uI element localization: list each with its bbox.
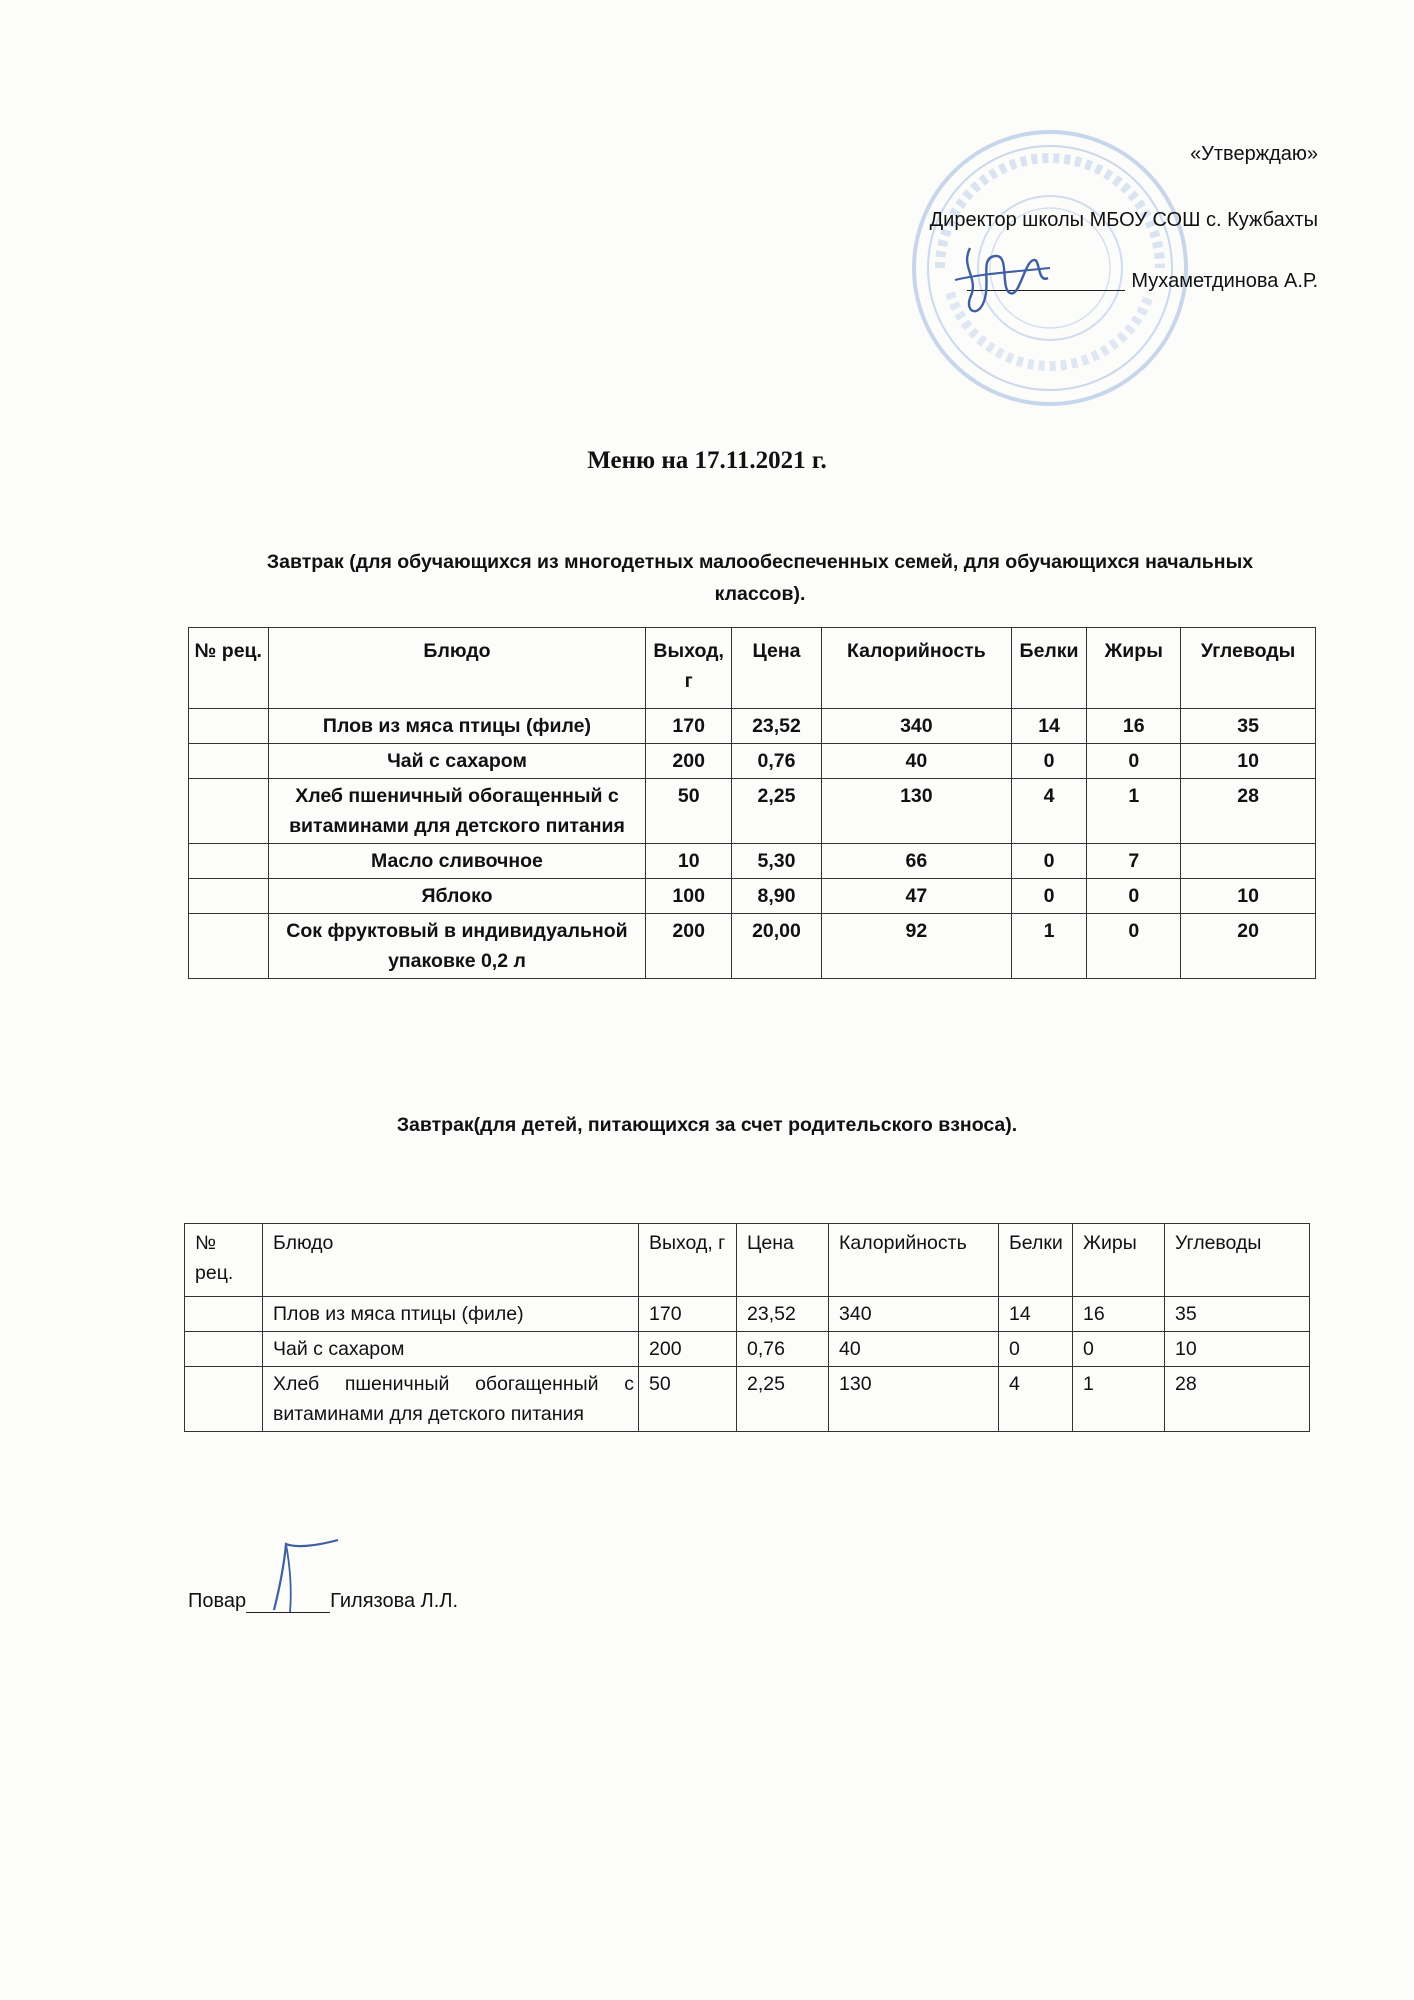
fats: 0 bbox=[1087, 879, 1181, 914]
table-row bbox=[185, 1367, 1310, 1432]
recipe-no bbox=[189, 879, 269, 914]
dish: Хлеб пшеничный обогащенный с витаминами для детского питания bbox=[268, 779, 646, 844]
header-cell: Выход, г bbox=[639, 1224, 737, 1297]
price: 23,52 bbox=[737, 1297, 829, 1332]
carbs: 28 bbox=[1181, 779, 1316, 844]
cook-signature-block bbox=[188, 1590, 458, 1613]
dish: Чай с сахаром bbox=[263, 1332, 639, 1367]
price: 2,25 bbox=[732, 779, 822, 844]
director-name: Мухаметдинова А.Р. bbox=[1131, 270, 1318, 292]
carbs: 10 bbox=[1165, 1332, 1310, 1367]
calories: 40 bbox=[829, 1332, 999, 1367]
calories: 130 bbox=[829, 1367, 999, 1432]
carbs: 20 bbox=[1181, 914, 1316, 979]
dish: Сок фруктовый в индивидуальной упаковке 0,2 л bbox=[268, 914, 646, 979]
section2-heading: Завтрак(для детей, питающихся за счет родительского взноса). bbox=[396, 1114, 1018, 1136]
yield: 200 bbox=[646, 744, 732, 779]
menu-table-section2 bbox=[184, 1223, 1310, 1432]
recipe-no bbox=[189, 914, 269, 979]
header-cell: Жиры bbox=[1073, 1224, 1165, 1297]
yield: 10 bbox=[646, 844, 732, 879]
header-cell: Белки bbox=[1011, 628, 1087, 709]
yield: 170 bbox=[639, 1297, 737, 1332]
table-row bbox=[185, 1332, 1310, 1367]
table-row bbox=[185, 1297, 1310, 1332]
header-cell: № рец. bbox=[185, 1224, 263, 1297]
table-header-row bbox=[185, 1224, 1310, 1297]
dish: Хлеб пшеничный обогащенный с витаминами для детского питания bbox=[263, 1367, 639, 1432]
calories: 130 bbox=[821, 779, 1011, 844]
calories: 340 bbox=[821, 709, 1011, 744]
dish: Яблоко bbox=[268, 879, 646, 914]
recipe-no bbox=[185, 1367, 263, 1432]
fats: 16 bbox=[1073, 1297, 1165, 1332]
yield: 50 bbox=[646, 779, 732, 844]
price: 8,90 bbox=[732, 879, 822, 914]
recipe-no bbox=[189, 709, 269, 744]
proteins: 0 bbox=[1011, 844, 1087, 879]
yield: 200 bbox=[639, 1332, 737, 1367]
calories: 47 bbox=[821, 879, 1011, 914]
recipe-no bbox=[189, 844, 269, 879]
price: 2,25 bbox=[737, 1367, 829, 1432]
fats: 0 bbox=[1087, 744, 1181, 779]
calories: 66 bbox=[821, 844, 1011, 879]
approve-label: «Утверждаю» bbox=[1190, 143, 1318, 165]
table-header-row bbox=[189, 628, 1316, 709]
carbs: 10 bbox=[1181, 744, 1316, 779]
header-cell: Блюдо bbox=[268, 628, 646, 709]
header-cell: Белки bbox=[999, 1224, 1073, 1297]
header-cell: Цена bbox=[737, 1224, 829, 1297]
table-row bbox=[189, 709, 1316, 744]
yield: 100 bbox=[646, 879, 732, 914]
cook-name: Гилязова Л.Л. bbox=[330, 1590, 459, 1612]
header-cell: Жиры bbox=[1087, 628, 1181, 709]
proteins: 0 bbox=[999, 1332, 1073, 1367]
price: 0,76 bbox=[737, 1332, 829, 1367]
menu-table-section1 bbox=[188, 627, 1316, 979]
approval-block bbox=[618, 143, 1318, 292]
calories: 92 bbox=[821, 914, 1011, 979]
recipe-no bbox=[185, 1332, 263, 1367]
price: 5,30 bbox=[732, 844, 822, 879]
calories: 40 bbox=[821, 744, 1011, 779]
proteins: 14 bbox=[1011, 709, 1087, 744]
header-cell: Углеводы bbox=[1165, 1224, 1310, 1297]
director-line: Директор школы МБОУ СОШ с. Кужбахты bbox=[929, 209, 1318, 231]
price: 23,52 bbox=[732, 709, 822, 744]
fats: 16 bbox=[1087, 709, 1181, 744]
proteins: 0 bbox=[1011, 744, 1087, 779]
table-row bbox=[189, 914, 1316, 979]
table-row bbox=[189, 744, 1316, 779]
menu-title: Меню на 17.11.2021 г. bbox=[587, 447, 827, 474]
recipe-no bbox=[189, 744, 269, 779]
proteins: 0 bbox=[1011, 879, 1087, 914]
dish: Чай с сахаром bbox=[268, 744, 646, 779]
yield: 50 bbox=[639, 1367, 737, 1432]
table-row bbox=[189, 844, 1316, 879]
header-cell: Калорийность bbox=[821, 628, 1011, 709]
price: 20,00 bbox=[732, 914, 822, 979]
header-cell: Выход, г bbox=[646, 628, 732, 709]
dish: Плов из мяса птицы (филе) bbox=[263, 1297, 639, 1332]
recipe-no bbox=[189, 779, 269, 844]
proteins: 14 bbox=[999, 1297, 1073, 1332]
header-cell: Калорийность bbox=[829, 1224, 999, 1297]
carbs: 35 bbox=[1181, 709, 1316, 744]
header-cell: № рец. bbox=[189, 628, 269, 709]
carbs bbox=[1181, 844, 1316, 879]
cook-label: Повар bbox=[188, 1590, 247, 1612]
carbs: 35 bbox=[1165, 1297, 1310, 1332]
calories: 340 bbox=[829, 1297, 999, 1332]
price: 0,76 bbox=[732, 744, 822, 779]
proteins: 4 bbox=[1011, 779, 1087, 844]
fats: 7 bbox=[1087, 844, 1181, 879]
fats: 0 bbox=[1087, 914, 1181, 979]
yield: 170 bbox=[646, 709, 732, 744]
yield: 200 bbox=[646, 914, 732, 979]
signature-underline bbox=[246, 1592, 330, 1613]
table-row bbox=[189, 779, 1316, 844]
fats: 1 bbox=[1073, 1367, 1165, 1432]
dish: Плов из мяса птицы (филе) bbox=[268, 709, 646, 744]
fats: 1 bbox=[1087, 779, 1181, 844]
proteins: 1 bbox=[1011, 914, 1087, 979]
carbs: 10 bbox=[1181, 879, 1316, 914]
fats: 0 bbox=[1073, 1332, 1165, 1367]
proteins: 4 bbox=[999, 1367, 1073, 1432]
carbs: 28 bbox=[1165, 1367, 1310, 1432]
dish: Масло сливочное bbox=[268, 844, 646, 879]
header-cell: Блюдо bbox=[263, 1224, 639, 1297]
header-cell: Углеводы bbox=[1181, 628, 1316, 709]
director-signature bbox=[940, 238, 1060, 328]
recipe-no bbox=[185, 1297, 263, 1332]
header-cell: Цена bbox=[732, 628, 822, 709]
section1-heading: Завтрак (для обучающихся из многодетных малообеспеченных семей, для обучающихся начальных классов). bbox=[266, 551, 1254, 605]
table-row bbox=[189, 879, 1316, 914]
